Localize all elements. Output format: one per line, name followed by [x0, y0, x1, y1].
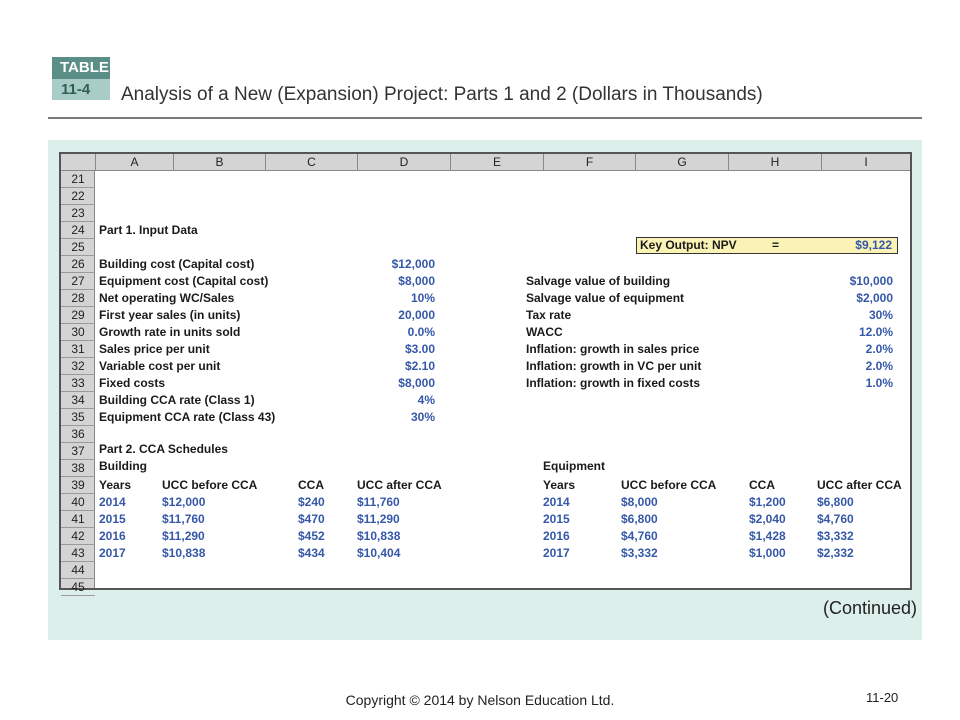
row-header: 27 — [61, 273, 95, 290]
schedule-cell: $6,800 — [817, 495, 854, 509]
input-value: 1.0% — [865, 376, 893, 390]
row-header: 26 — [61, 256, 95, 273]
schedule-header: Years — [543, 478, 576, 492]
table-title: Analysis of a New (Expansion) Project: Parts 1 and 2 (Dollars in Thousands) — [121, 84, 763, 105]
input-value: $2,000 — [856, 291, 893, 305]
schedule-header: CCA — [298, 478, 324, 492]
input-label: Equipment cost (Capital cost) — [99, 274, 269, 288]
column-header: C — [265, 154, 357, 171]
row-header: 41 — [61, 511, 95, 528]
input-label: Building cost (Capital cost) — [99, 257, 255, 271]
schedule-cell: 2014 — [99, 495, 126, 509]
key-output-label: Key Output: NPV — [640, 238, 737, 252]
copyright: Copyright © 2014 by Nelson Education Ltd. — [345, 692, 615, 708]
input-label: Salvage value of building — [526, 274, 671, 288]
row-header: 40 — [61, 494, 95, 511]
schedule-cell: 2017 — [543, 546, 570, 560]
input-label: Inflation: growth in sales price — [526, 342, 700, 356]
part1-heading: Part 1. Input Data — [99, 223, 198, 237]
schedule-cell: $1,200 — [749, 495, 786, 509]
row-header: 38 — [61, 460, 95, 477]
input-label: Inflation: growth in VC per unit — [526, 359, 702, 373]
row-header: 21 — [61, 171, 95, 188]
row-header: 37 — [61, 443, 95, 460]
schedule-cell: $11,290 — [162, 529, 205, 543]
column-header: H — [728, 154, 821, 171]
input-value: $8,000 — [398, 274, 435, 288]
column-header-row — [61, 154, 910, 171]
spreadsheet — [59, 152, 912, 594]
schedule-header: UCC before CCA — [621, 478, 717, 492]
schedule-cell: 2017 — [99, 546, 126, 560]
schedule-cell: 2016 — [99, 529, 126, 543]
row-header-column — [61, 171, 95, 594]
schedule-cell: $2,332 — [817, 546, 854, 560]
row-header: 23 — [61, 205, 95, 222]
schedule-cell: 2015 — [543, 512, 570, 526]
row-header: 42 — [61, 528, 95, 545]
schedule-cell: $470 — [298, 512, 325, 526]
schedule-cell: $4,760 — [621, 529, 658, 543]
schedule-cell: $1,428 — [749, 529, 786, 543]
input-label: First year sales (in units) — [99, 308, 241, 322]
input-value: 10% — [410, 291, 435, 305]
key-output-box — [636, 237, 898, 254]
row-header: 43 — [61, 545, 95, 562]
row-header: 29 — [61, 307, 95, 324]
input-value: 20,000 — [398, 308, 435, 322]
input-label: Net operating WC/Sales — [99, 291, 235, 305]
row-header: 34 — [61, 392, 95, 409]
schedule-cell: 2015 — [99, 512, 126, 526]
row-header: 22 — [61, 188, 95, 205]
input-value: $2.10 — [404, 359, 435, 373]
key-output-equals: = — [772, 238, 780, 252]
row-header: 31 — [61, 341, 95, 358]
schedule-cell: $11,760 — [162, 512, 205, 526]
schedule-cell: 2014 — [543, 495, 570, 509]
input-label: Inflation: growth in fixed costs — [526, 376, 700, 390]
input-value: 30% — [410, 410, 435, 424]
schedule-header: UCC after CCA — [817, 478, 902, 492]
input-value: 4% — [417, 393, 435, 407]
schedule-cell: $3,332 — [621, 546, 658, 560]
schedule-cell: $8,000 — [621, 495, 658, 509]
input-label: Equipment CCA rate (Class 43) — [99, 410, 276, 424]
schedule-header: Years — [99, 478, 132, 492]
equipment-title: Equipment — [543, 459, 605, 473]
schedule-cell: $10,838 — [357, 529, 401, 543]
input-label: Tax rate — [526, 308, 572, 322]
schedule-cell: $2,040 — [749, 512, 786, 526]
input-value: $8,000 — [398, 376, 435, 390]
column-header: D — [357, 154, 450, 171]
column-header: I — [821, 154, 910, 171]
input-label: Fixed costs — [99, 376, 166, 390]
part2-heading: Part 2. CCA Schedules — [99, 442, 228, 456]
row-header: 30 — [61, 324, 95, 341]
table-badge — [52, 57, 110, 100]
schedule-header: UCC before CCA — [162, 478, 258, 492]
schedule-header: CCA — [749, 478, 775, 492]
table-badge-number: 11-4 — [52, 79, 110, 100]
column-header: B — [173, 154, 265, 171]
column-header: A — [95, 154, 173, 171]
row-header: 36 — [61, 426, 95, 443]
schedule-cell: $11,760 — [357, 495, 400, 509]
row-header: 44 — [61, 562, 95, 579]
column-header: F — [543, 154, 635, 171]
row-header: 32 — [61, 358, 95, 375]
schedule-cell: $11,290 — [357, 512, 400, 526]
column-header: G — [635, 154, 728, 171]
row-header: 45 — [61, 579, 95, 596]
schedule-cell: $12,000 — [162, 495, 206, 509]
schedule-cell: 2016 — [543, 529, 570, 543]
table-badge-label: TABLE — [52, 57, 110, 79]
input-label: WACC — [526, 325, 563, 339]
schedule-cell: $4,760 — [817, 512, 854, 526]
row-header: 35 — [61, 409, 95, 426]
row-header: 33 — [61, 375, 95, 392]
input-value: $12,000 — [391, 257, 435, 271]
input-value: 2.0% — [865, 342, 893, 356]
schedule-cell: $10,404 — [357, 546, 401, 560]
input-label: Variable cost per unit — [99, 359, 221, 373]
row-header: 24 — [61, 222, 95, 239]
input-label: Growth rate in units sold — [99, 325, 241, 339]
input-label: Sales price per unit — [99, 342, 210, 356]
schedule-header: UCC after CCA — [357, 478, 442, 492]
input-value: $3.00 — [404, 342, 435, 356]
input-label: Salvage value of equipment — [526, 291, 685, 305]
schedule-cell: $6,800 — [621, 512, 658, 526]
schedule-cell: $3,332 — [817, 529, 854, 543]
row-header: 25 — [61, 239, 95, 256]
input-label: Building CCA rate (Class 1) — [99, 393, 255, 407]
schedule-cell: $452 — [298, 529, 325, 543]
input-value: $10,000 — [849, 274, 893, 288]
row-header: 39 — [61, 477, 95, 494]
schedule-cell: $240 — [298, 495, 325, 509]
schedule-cell: $434 — [298, 546, 325, 560]
slide-number: 11-20 — [866, 690, 899, 705]
input-value: 12.0% — [858, 325, 893, 339]
building-title: Building — [99, 459, 147, 473]
schedule-cell: $10,838 — [162, 546, 206, 560]
input-value: 30% — [868, 308, 893, 322]
continued-note: (Continued) — [823, 598, 918, 618]
title-divider — [48, 117, 922, 119]
schedule-cell: $1,000 — [749, 546, 786, 560]
input-value: 0.0% — [407, 325, 435, 339]
row-header: 28 — [61, 290, 95, 307]
key-output-value: $9,122 — [855, 238, 892, 252]
input-value: 2.0% — [865, 359, 893, 373]
column-header: E — [450, 154, 543, 171]
